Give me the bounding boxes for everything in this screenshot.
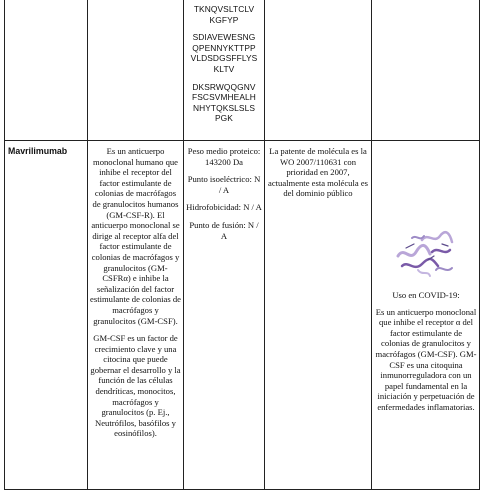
- sequence-block: DKSRWQQGNV FSCSVMHEALH NHYTQKSLSLS PGK: [192, 81, 256, 124]
- sequence-cell: [186, 4, 262, 131]
- description-cell: [90, 146, 181, 446]
- protein-structure-image: [392, 226, 458, 280]
- column-divider-3: [264, 0, 265, 490]
- column-divider-2: [183, 0, 184, 490]
- patent-text: La patente de molécula es la WO 2007/110631 con prioridad en 2007, actualmente esta molécula es del dominio público: [268, 146, 368, 199]
- properties-cell: [186, 146, 262, 248]
- covid-use-text: Es un anticuerpo monoclonal que inhibe el receptor α del factor estimulante de colonias de granulocitos y macrófagos (GM-CSF). GM-CSF es una citoquina inmunorreguladora con un papel fundamental en la iniciación y perpetuación de enfermedades inflamatorias.: [375, 306, 477, 412]
- row-divider: [4, 140, 480, 141]
- description-paragraph: Es un anticuerpo monoclonal humano que inhibe el receptor del factor estimulante de colonias de macrófagos de granulocitos humanos (GM-CSF-R). El anticuerpo monoclonal se dirige al receptor alfa del factor estimulante de colonias de macrófagos y granulocitos (GM-CSFRα) e inhibe la señalización del factor estimulante de colonias de macrófagos y granulocitos (GM-CSF).: [90, 146, 181, 326]
- column-divider-1: [87, 0, 88, 490]
- covid-use-heading: Uso en COVID-19:: [392, 290, 460, 300]
- sequence-block: TKNQVSLTCLV KGFYP: [193, 4, 255, 25]
- table-border-right: [479, 0, 480, 490]
- property-isoelectric: Punto isoeléctrico: N / A: [187, 174, 261, 195]
- property-mass: Peso medio proteico: 143200 Da: [187, 146, 261, 167]
- description-paragraph: GM-CSF es un factor de crecimiento clave y una citocina que puede gobernar el desarrollo y la función de las células dendríticas, monocitos, macrófagos y granulocitos (p. Ej., Neutrófilos, basófilos y eosinófilos).: [90, 333, 181, 439]
- column-divider-4: [371, 0, 372, 490]
- table-border-left: [4, 0, 5, 490]
- table-border-bottom: [4, 489, 480, 490]
- property-hydrophobicity: Hidrofobicidad: N / A: [186, 202, 262, 213]
- sequence-block: SDIAVEWESNG QPENNYKTTPP VLDSDGSFFLYS KLTV: [190, 32, 258, 74]
- property-melting-point: Punto de fusión: N / A: [189, 219, 259, 241]
- patent-cell: [267, 146, 369, 206]
- covid-use-cell: [375, 290, 477, 420]
- drug-name: Mavrilimumab: [8, 146, 68, 156]
